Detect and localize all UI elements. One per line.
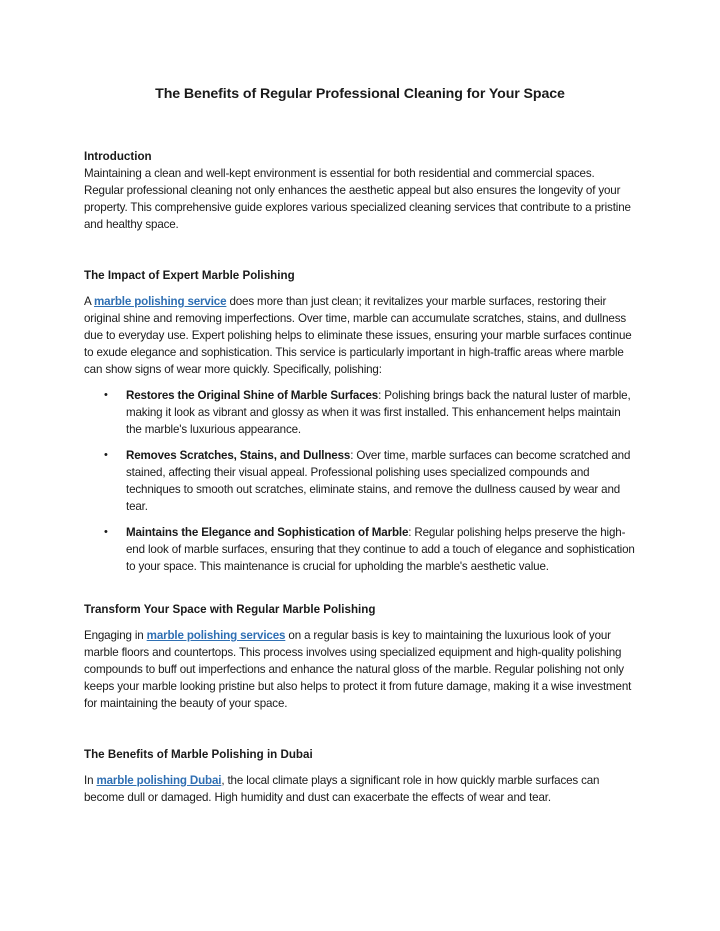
paragraph-text-after: , the local climate plays a significant role in how quickly marble surfaces can become dull or damaged. High humidity and dust can exacerbate the effects of wear and tear.	[84, 774, 600, 804]
list-item	[84, 387, 636, 438]
bullet-icon: •	[104, 526, 108, 538]
intro-section	[84, 148, 636, 233]
transform-space-heading: Transform Your Space with Regular Marble Polishing	[84, 603, 376, 616]
dubai-section	[84, 746, 636, 806]
paragraph-text-before: In	[84, 774, 97, 787]
list-item-text: : Regular polishing helps preserve the high-end look of marble surfaces, ensuring that they continue to add a touch of elegance and sophistication to your space. This maintenance is crucial for upholding the marble's aesthetic value.	[126, 526, 635, 573]
intro-paragraph: Maintaining a clean and well-kept environment is essential for both residential and commercial spaces. Regular professional cleaning not only enhances the aesthetic appeal but also ensures the longevity of your property. This comprehensive guide explores various specialized cleaning services that contribute to a pristine and healthy space.	[84, 167, 631, 231]
bullet-icon: •	[104, 389, 108, 401]
marble-polishing-services-link[interactable]: marble polishing services	[146, 629, 286, 642]
marble-polishing-dubai-link[interactable]: marble polishing Dubai	[96, 774, 222, 787]
transform-space-paragraph	[84, 627, 636, 712]
paragraph-text-before: Engaging in	[84, 629, 147, 642]
document-title: The Benefits of Regular Professional Cleaning for Your Space	[155, 86, 565, 102]
bullet-icon: •	[104, 449, 108, 461]
marble-polishing-service-link[interactable]: marble polishing service	[94, 295, 227, 308]
benefits-list	[84, 387, 636, 575]
dubai-heading: The Benefits of Marble Polishing in Dubai	[84, 748, 313, 761]
paragraph-text-before: A	[84, 295, 95, 308]
dubai-paragraph	[84, 772, 636, 806]
transform-space-section	[84, 601, 636, 712]
marble-impact-section	[84, 267, 636, 575]
list-item-bold: Restores the Original Shine of Marble Surfaces	[126, 389, 379, 402]
intro-heading: Introduction	[84, 150, 152, 163]
list-item-text: : Polishing brings back the natural luster of marble, making it look as vibrant and glossy as when it was first installed. This enhancement helps maintain the marble's luxurious appearance.	[126, 389, 631, 436]
list-item-text: : Over time, marble surfaces can become scratched and stained, affecting their visual appeal. Professional polishing uses specialized compounds and techniques to smooth out scratches, eliminate stains, and remove the dullness caused by wear and tear.	[126, 449, 631, 513]
list-item	[84, 447, 636, 515]
marble-impact-paragraph	[84, 293, 636, 378]
marble-impact-heading: The Impact of Expert Marble Polishing	[84, 269, 295, 282]
paragraph-text-after: on a regular basis is key to maintaining the luxurious look of your marble floors and countertops. This process involves using specialized equipment and high-quality polishing compounds to buff out imperfections and enhance the natural gloss of the marble. Regular polishing not only keeps your marble looking pristine but also helps to protect it from future damage, making it a wise investment for maintaining the beauty of your space.	[84, 629, 632, 710]
paragraph-text-after: does more than just clean; it revitalizes your marble surfaces, restoring their original shine and removing imperfections. Over time, marble can accumulate scratches, stains, and dullness due to everyday use. Expert polishing helps to eliminate these issues, ensuring your marble surfaces continue to exude elegance and sophistication. This service is particularly important in high-traffic areas where marble can show signs of wear more quickly. Specifically, polishing:	[84, 295, 632, 376]
list-item-bold: Removes Scratches, Stains, and Dullness	[126, 449, 351, 462]
list-item-bold: Maintains the Elegance and Sophistication of Marble	[126, 526, 409, 539]
list-item	[84, 524, 636, 575]
